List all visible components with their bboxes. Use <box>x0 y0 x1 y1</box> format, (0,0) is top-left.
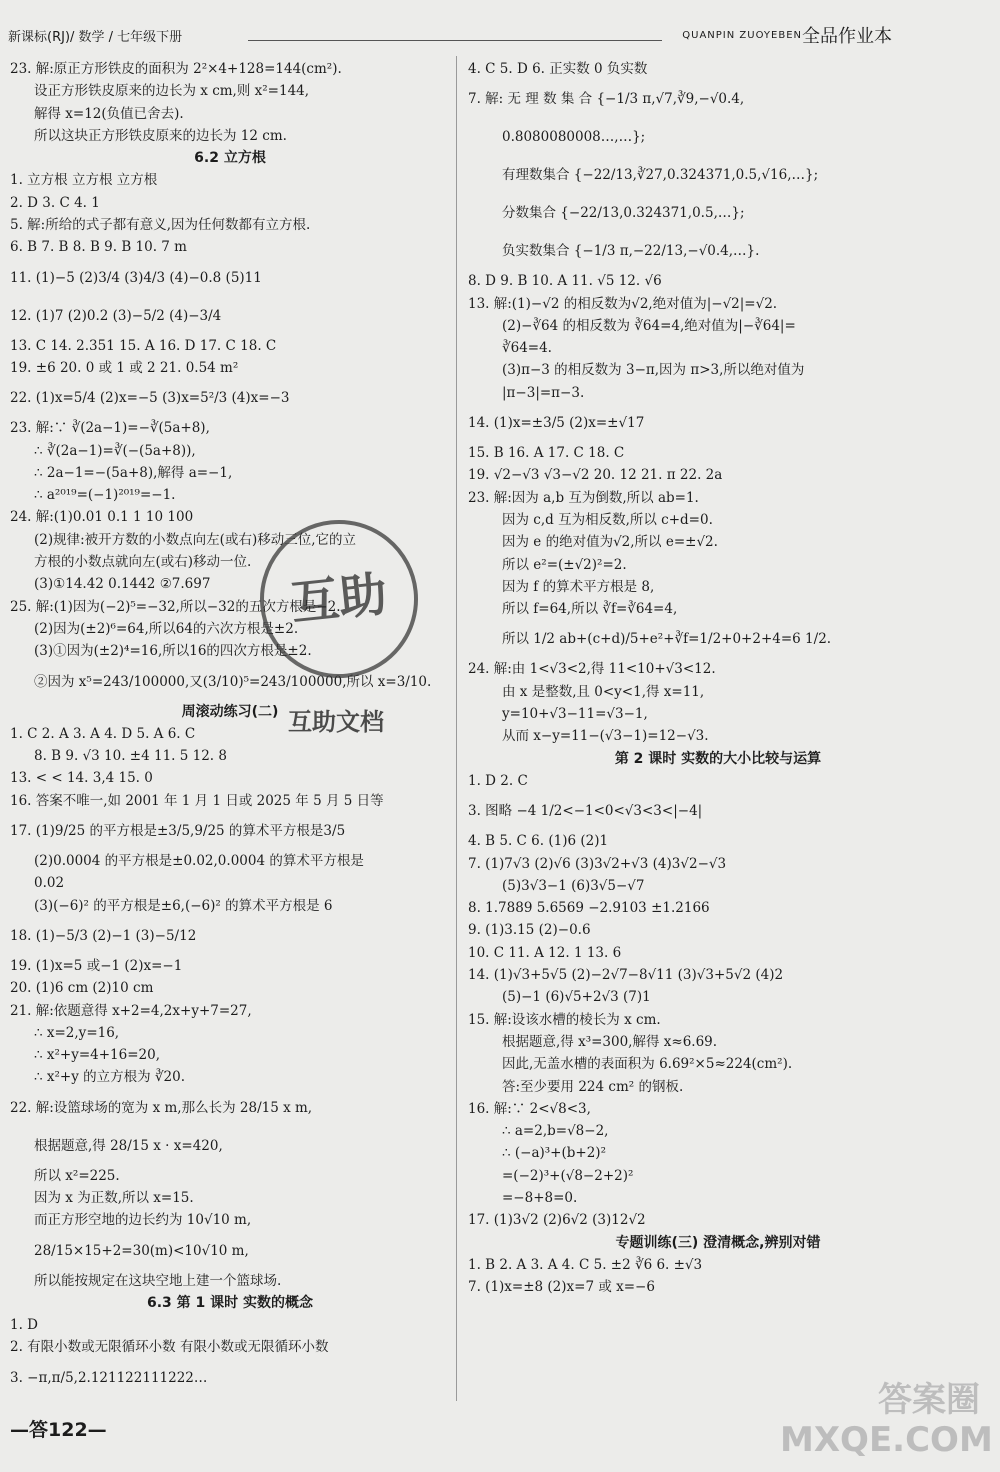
answer-line: 设正方形铁皮原来的边长为 x cm,则 x²=144, <box>34 83 310 100</box>
answer-line: 23. 解:∵ ∛(2a−1)=−∛(5a+8), <box>10 420 210 437</box>
answer-line: 从而 x−y=11−(√3−1)=12−√3. <box>502 728 709 745</box>
answer-line: 所以 1/2 ab+(c+d)/5+e²+∛f=1/2+0+2+4=6 1/2. <box>502 631 832 648</box>
answer-line: 19. ±6 20. 0 或 1 或 2 21. 0.54 m² <box>10 359 239 376</box>
answer-line: 16. 答案不唯一,如 2001 年 1 月 1 日或 2025 年 5 月 5 日等 <box>10 792 384 809</box>
answer-line: 8. 1.7889 5.6569 −2.9103 ±1.2166 <box>468 900 710 917</box>
answer-line: 13. 解:(1)−√2 的相反数为√2,绝对值为|−√2|=√2. <box>468 295 778 312</box>
answer-line: ∴ a²⁰¹⁹=(−1)²⁰¹⁹=−1. <box>34 487 176 504</box>
answer-line: 14. (1)x=±3/5 (2)x=±√17 <box>468 415 645 432</box>
header-rule <box>248 40 662 41</box>
answer-line: 18. (1)−5/3 (2)−1 (3)−5/12 <box>10 927 197 944</box>
answer-line: 解得 x=12(负值已舍去). <box>34 105 184 122</box>
answer-line: ②因为 x⁵=243/100000,又(3/10)⁵=243/100000,所以 x=3/10. <box>34 673 432 690</box>
answer-line: 所以 e²=(±√2)²=2. <box>502 556 627 573</box>
answer-line: 7. (1)7√3 (2)√6 (3)3√2+√3 (4)3√2−√3 <box>468 855 727 872</box>
answer-line: (5)−1 (6)√5+2√3 (7)1 <box>502 989 651 1006</box>
answer-line: 24. 解:(1)0.01 0.1 1 10 100 <box>10 509 194 526</box>
answer-line: 8. D 9. B 10. A 11. √5 12. √6 <box>468 273 662 290</box>
answer-line: 17. (1)3√2 (2)6√2 (3)12√2 <box>468 1212 646 1229</box>
answer-line: 分数集合 {−22/13,0.324371,0.5,…}; <box>502 205 745 222</box>
answer-line: 23. 解:因为 a,b 互为倒数,所以 ab=1. <box>468 489 699 506</box>
answer-line: 15. 解:设该水槽的棱长为 x cm. <box>468 1011 661 1028</box>
answer-line: 所以 x²=225. <box>34 1167 120 1184</box>
stamp-caption: 互助文档 <box>288 708 384 736</box>
answer-line: 17. (1)9/25 的平方根是±3/5,9/25 的算术平方根是3/5 <box>10 823 346 840</box>
answer-line: 0.02 <box>34 875 65 892</box>
answer-line: 因为 c,d 互为相反数,所以 c+d=0. <box>502 511 713 528</box>
header-brand: 全品作业本 <box>802 26 892 47</box>
answer-line: 3. 图略 −4 1/2<−1<0<√3<3<|−4| <box>468 803 703 820</box>
answer-line: 14. (1)√3+5√5 (2)−2√7−8√11 (3)√3+5√2 (4)2 <box>468 967 784 984</box>
section-heading: 6.2 立方根 <box>194 150 266 167</box>
answer-line: 15. B 16. A 17. C 18. C <box>468 445 625 462</box>
answer-line: ∴ x²+y 的立方根为 ∛20. <box>34 1069 185 1086</box>
answer-line: 24. 解:由 1<√3<2,得 11<10+√3<12. <box>468 661 716 678</box>
answer-line: 13. C 14. 2.351 15. A 16. D 17. C 18. C <box>10 337 277 354</box>
answer-line: 25. 解:(1)因为(−2)⁵=−32,所以−32的五次方根是−2. <box>10 598 341 615</box>
answer-line: 4. B 5. C 6. (1)6 (2)1 <box>468 833 609 850</box>
watermark-line1: 答案圈 <box>878 1380 980 1420</box>
answer-line: 20. (1)6 cm (2)10 cm <box>10 980 154 997</box>
answer-line: 19. (1)x=5 或−1 (2)x=−1 <box>10 957 183 974</box>
answer-line: 1. 立方根 立方根 立方根 <box>10 172 158 189</box>
answer-line: 9. (1)3.15 (2)−0.6 <box>468 922 591 939</box>
answer-line: 12. (1)7 (2)0.2 (3)−5/2 (4)−3/4 <box>10 307 222 324</box>
section-heading: 6.3 第 1 课时 实数的概念 <box>146 1294 314 1311</box>
answer-line: 7. 解: 无 理 数 集 合 {−1/3 π,√7,∛9,−√0.4, <box>468 91 745 108</box>
answer-line: ∴ (−a)³+(b+2)² <box>502 1145 606 1162</box>
answer-line: ∴ a=2,b=√8−2, <box>502 1123 609 1140</box>
answer-line: 所以 f=64,所以 ∛f=∛64=4, <box>502 601 678 618</box>
answer-line: 负实数集合 {−1/3 π,−22/13,−√0.4,…}. <box>502 243 760 260</box>
section-heading: 周滚动练习(二) <box>181 703 279 720</box>
section-heading: 第 2 课时 实数的大小比较与运算 <box>614 750 822 767</box>
answer-line: (3)①14.42 0.1442 ②7.697 <box>34 576 211 593</box>
answer-line: 因此,无盖水槽的表面积为 6.69²×5≈224(cm²). <box>502 1056 793 1073</box>
left-column <box>10 58 450 1397</box>
answer-line: 8. B 9. √3 10. ±4 11. 5 12. 8 <box>34 748 227 765</box>
answer-line: =−8+8=0. <box>502 1189 578 1206</box>
answer-line: 所以这块正方形铁皮原来的边长为 12 cm. <box>34 127 287 144</box>
answer-line: ∴ x²+y=4+16=20, <box>34 1047 161 1064</box>
column-divider <box>456 56 457 1401</box>
answer-line: 4. C 5. D 6. 正实数 0 负实数 <box>468 61 648 77</box>
page-header <box>8 22 992 46</box>
answer-line: 22. 解:设篮球场的宽为 x m,那么长为 28/15 x m, <box>10 1099 313 1116</box>
header-english: QUANPIN ZUOYEBEN <box>682 30 802 41</box>
answer-line: 16. 解:∵ 2<√8<3, <box>468 1100 591 1117</box>
answer-line: (2)0.0004 的平方根是±0.02,0.0004 的算术平方根是 <box>34 853 364 870</box>
answer-line: 11. (1)−5 (2)3/4 (3)4/3 (4)−0.8 (5)11 <box>10 269 262 286</box>
answer-line: ∛64=4. <box>502 340 552 357</box>
stamp-seal: 互助 <box>252 512 426 686</box>
answer-line: 19. √2−√3 √3−√2 20. 12 21. π 22. 2a <box>468 467 723 484</box>
answer-line: 因为 f 的算术平方根是 8, <box>502 578 655 595</box>
answer-line: ∴ 2a−1=−(5a+8),解得 a=−1, <box>34 464 233 481</box>
answer-line: (2)规律:被开方数的小数点向左(或右)移动三位,它的立 <box>34 531 356 548</box>
answer-line: 而正方形空地的边长约为 10√10 m, <box>34 1212 252 1229</box>
answer-line: 13. < < 14. 3,4 15. 0 <box>10 770 153 787</box>
answer-line: 1. C 2. A 3. A 4. D 5. A 6. C <box>10 725 196 742</box>
answer-line: (2)−∛64 的相反数为 ∛64=4,绝对值为|−∛64|= <box>502 317 796 334</box>
section-heading: 专题训练(三) 澄清概念,辨别对错 <box>615 1234 821 1251</box>
watermark-logo <box>780 1380 993 1460</box>
answer-line: ∴ x=2,y=16, <box>34 1024 120 1041</box>
answer-line: 有理数集合 {−22/13,∛27,0.324371,0.5,√16,…}; <box>502 167 819 184</box>
answer-line: 因为 x 为正数,所以 x=15. <box>34 1189 194 1206</box>
answer-line: 6. B 7. B 8. B 9. B 10. 7 m <box>10 239 187 256</box>
watermark-line2: MXQE.COM <box>780 1420 993 1460</box>
answer-line: 22. (1)x=5/4 (2)x=−5 (3)x=5²/3 (4)x=−3 <box>10 390 290 407</box>
answer-line: y=10+√3−11=√3−1, <box>502 706 648 723</box>
answer-line: 答:至少要用 224 cm² 的钢板. <box>502 1078 684 1095</box>
answer-line: ∴ ∛(2a−1)=∛(−(5a+8)), <box>34 442 196 459</box>
answer-line: 方根的小数点就向左(或右)移动一位. <box>34 554 252 571</box>
answer-line: 0.8080080008…,…}; <box>502 129 646 146</box>
page-number: —答122— <box>10 1419 107 1441</box>
answer-line: (3)①因为(±2)⁴=16,所以16的四次方根是±2. <box>34 643 312 660</box>
answer-line: 根据题意,得 28/15 x · x=420, <box>34 1137 223 1154</box>
answer-line: 23. 解:原正方形铁皮的面积为 2²×4+128=144(cm²). <box>10 61 342 77</box>
answer-line: =(−2)³+(√8−2+2)² <box>502 1167 634 1184</box>
answer-line: 10. C 11. A 12. 1 13. 6 <box>468 944 622 961</box>
answer-line: 1. B 2. A 3. A 4. C 5. ±2 ∛6 6. ±√3 <box>468 1256 703 1273</box>
answer-line: 7. (1)x=±8 (2)x=7 或 x=−6 <box>468 1279 655 1296</box>
answer-line: 根据题意,得 x³=300,解得 x≈6.69. <box>502 1033 718 1050</box>
answer-line: 28/15×15+2=30(m)<10√10 m, <box>34 1242 249 1259</box>
answer-line: (2)因为(±2)⁶=64,所以64的六次方根是±2. <box>34 620 299 637</box>
answer-line: 由 x 是整数,且 0<y<1,得 x=11, <box>502 683 705 700</box>
answer-line: 所以能按规定在这块空地上建一个篮球场. <box>34 1272 282 1289</box>
answer-line: (5)3√3−1 (6)3√5−√7 <box>502 877 645 894</box>
answer-line: (3)π−3 的相反数为 3−π,因为 π>3,所以绝对值为 <box>502 362 805 379</box>
answer-line: 因为 e 的绝对值为√2,所以 e=±√2. <box>502 534 718 551</box>
answer-line: 2. 有限小数或无限循环小数 有限小数或无限循环小数 <box>10 1339 329 1356</box>
answer-line: 1. D <box>10 1317 38 1334</box>
answer-line: (3)(−6)² 的平方根是±6,(−6)² 的算术平方根是 6 <box>34 897 333 914</box>
answer-line: 2. D 3. C 4. 1 <box>10 194 100 211</box>
answer-line: |π−3|=π−3. <box>502 384 585 401</box>
answer-line: 5. 解:所给的式子都有意义,因为任何数都有立方根. <box>10 217 311 234</box>
answer-line: 21. 解:依题意得 x+2=4,2x+y+7=27, <box>10 1002 252 1019</box>
answer-line: 1. D 2. C <box>468 772 528 789</box>
answer-line: 3. −π,π/5,2.121122111222… <box>10 1369 208 1386</box>
right-column <box>468 58 968 1298</box>
header-series: 新课标(RJ)/ 数学 / 七年级下册 <box>8 30 183 45</box>
